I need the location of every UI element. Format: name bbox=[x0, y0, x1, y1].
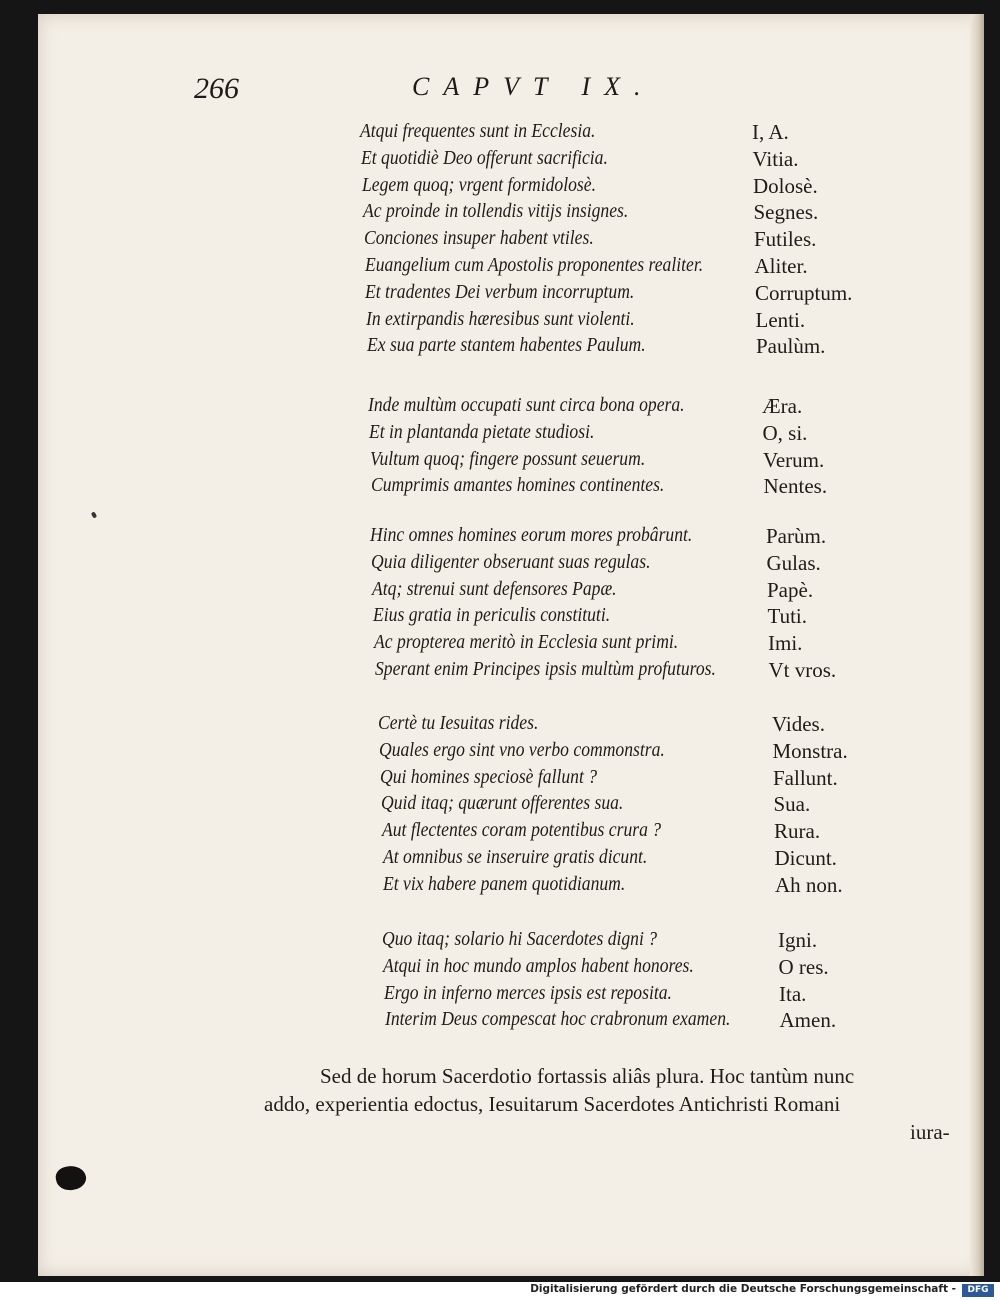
verse-row bbox=[0, 448, 946, 475]
verse-row bbox=[0, 982, 946, 1009]
echo-word: Vides. bbox=[772, 712, 825, 736]
verse-row bbox=[0, 739, 946, 766]
verse-row bbox=[0, 200, 946, 227]
verse-stanza bbox=[0, 928, 946, 1035]
verse-row bbox=[0, 120, 946, 147]
verse-line: Et quotidiè Deo offerunt sacrificia. bbox=[360, 146, 608, 169]
verse-stanza bbox=[0, 524, 946, 685]
verse-row bbox=[0, 658, 946, 685]
verse-row bbox=[0, 281, 946, 308]
echo-word: Ah non. bbox=[775, 872, 843, 897]
verse-line: Cumprimis amantes homines continentes. bbox=[370, 474, 665, 497]
verse-row bbox=[0, 819, 946, 846]
verse-row bbox=[0, 421, 946, 448]
verse-line: Atqui in hoc mundo amplos habent honores. bbox=[382, 954, 694, 977]
echo-word: Vitia. bbox=[752, 146, 799, 171]
echo-word: Sua. bbox=[773, 792, 811, 817]
verse-line: Aut flectentes coram potentibus crura ? bbox=[381, 819, 661, 842]
echo-word: Verum. bbox=[763, 447, 825, 472]
echo-word: Æra. bbox=[762, 394, 803, 418]
verse-line: Quo itaq; solario hi Sacerdotes digni ? bbox=[382, 928, 658, 950]
verse-line: Et tradentes Dei verbum incorruptum. bbox=[365, 280, 635, 303]
verse-row bbox=[0, 1008, 946, 1035]
verse-row bbox=[0, 631, 946, 658]
echo-word: Vt vros. bbox=[768, 657, 837, 682]
echo-word: I, A. bbox=[752, 120, 789, 144]
echo-word: O res. bbox=[778, 954, 829, 979]
verse-row bbox=[0, 524, 946, 551]
verse-line: Et vix habere panem quotidianum. bbox=[383, 872, 626, 895]
verse-line: Certè tu Iesuitas rides. bbox=[378, 712, 539, 734]
verse-line: Qui homines speciosè fallunt ? bbox=[379, 765, 597, 788]
verse-line: Euangelium cum Apostolis proponentes realiter. bbox=[364, 253, 703, 276]
echo-word: Futiles. bbox=[754, 227, 817, 252]
echo-word: Parùm. bbox=[766, 524, 827, 548]
verse-line: Ac propterea meritò in Ecclesia sunt primi. bbox=[373, 631, 678, 654]
page-header bbox=[194, 72, 694, 112]
digitization-footer bbox=[0, 1282, 1000, 1300]
verse-line: Conciones insuper habent vtiles. bbox=[363, 227, 594, 250]
dfg-logo: DFG bbox=[962, 1284, 994, 1297]
echo-word: Segnes. bbox=[753, 200, 819, 225]
verse-line: Inde multùm occupati sunt circa bona opera. bbox=[368, 394, 685, 416]
verse-line: Quales ergo sint vno verbo commonstra. bbox=[378, 738, 665, 761]
echo-word: O, si. bbox=[762, 420, 808, 445]
verse-row bbox=[0, 227, 946, 254]
verse-line: Quia diligenter obseruant suas regulas. bbox=[370, 550, 651, 573]
verse-row bbox=[0, 846, 946, 873]
echo-word: Monstra. bbox=[772, 738, 848, 763]
echo-word: Imi. bbox=[768, 631, 803, 656]
echo-word: Nentes. bbox=[763, 474, 828, 499]
echo-word: Papè. bbox=[767, 577, 814, 602]
verse-row bbox=[0, 604, 946, 631]
verse-stanza bbox=[0, 120, 946, 361]
verse-row bbox=[0, 394, 946, 421]
echo-word: Lenti. bbox=[755, 307, 806, 332]
verse-line: Et in plantanda pietate studiosi. bbox=[368, 420, 595, 443]
verse-row bbox=[0, 334, 946, 361]
verse-row bbox=[0, 174, 946, 201]
echo-word: Gulas. bbox=[766, 550, 821, 575]
echo-word: Dolosè. bbox=[753, 173, 818, 198]
verse-line: Interim Deus compescat hoc crabronum examen. bbox=[384, 1008, 731, 1031]
verse-line: At omnibus se inseruire gratis dicunt. bbox=[382, 845, 647, 868]
verse-line: Legem quoq; vrgent formidolosè. bbox=[361, 173, 596, 196]
echo-word: Igni. bbox=[778, 928, 818, 952]
echo-word: Amen. bbox=[779, 1008, 837, 1033]
verse-row bbox=[0, 955, 946, 982]
verse-row bbox=[0, 254, 946, 281]
verse-line: Ergo in inferno merces ipsis est reposita. bbox=[383, 981, 672, 1004]
verse-line: Ex sua parte stantem habentes Paulum. bbox=[367, 334, 646, 357]
verse-line: In extirpandis hæresibus sunt violenti. bbox=[366, 307, 636, 330]
page-fold bbox=[970, 14, 984, 1276]
prose-catchword: iura- bbox=[910, 1120, 950, 1144]
verse-line: Eius gratia in periculis constituti. bbox=[372, 604, 610, 627]
verse-row bbox=[0, 147, 946, 174]
running-head: CAPVT IX. bbox=[412, 72, 655, 101]
verse-row bbox=[0, 474, 946, 501]
verse-line: Atqui frequentes sunt in Ecclesia. bbox=[360, 120, 596, 142]
verse-stanza bbox=[0, 394, 946, 501]
echo-word: Paulùm. bbox=[756, 334, 826, 359]
prose-line: Sed de horum Sacerdotio fortassis aliâs plura. Hoc tantùm nunc bbox=[320, 1064, 855, 1088]
verse-row bbox=[0, 578, 946, 605]
verse-line: Sperant enim Principes ipsis multùm profuturos. bbox=[374, 657, 716, 680]
echo-word: Aliter. bbox=[754, 253, 808, 278]
verse-row bbox=[0, 766, 946, 793]
echo-word: Corruptum. bbox=[755, 280, 853, 305]
footer-credit: Digitalisierung gefördert durch die Deutsche Forschungsgemeinschaft - bbox=[530, 1283, 956, 1295]
verse-line: Vultum quoq; fingere possunt seuerum. bbox=[369, 447, 646, 470]
verse-line: Atq; strenui sunt defensores Papæ. bbox=[371, 577, 617, 600]
prose-line: addo, experientia edoctus, Iesuitarum Sacerdotes Antichristi Romani bbox=[264, 1092, 841, 1116]
verse-row bbox=[0, 792, 946, 819]
verse-line: Hinc omnes homines eorum mores probârunt. bbox=[370, 524, 693, 546]
verse-row bbox=[0, 712, 946, 739]
verse-row bbox=[0, 551, 946, 578]
page-number: 266 bbox=[194, 72, 239, 105]
echo-word: Tuti. bbox=[767, 604, 808, 629]
verse-line: Ac proinde in tollendis vitijs insignes. bbox=[362, 200, 628, 223]
verse-line: Quid itaq; quærunt offerentes sua. bbox=[380, 792, 624, 815]
echo-word: Dicunt. bbox=[774, 845, 837, 870]
echo-word: Rura. bbox=[774, 819, 821, 844]
verse-row bbox=[0, 308, 946, 335]
echo-word: Ita. bbox=[779, 981, 807, 1006]
verse-row bbox=[0, 928, 946, 955]
verse-row bbox=[0, 873, 946, 900]
echo-word: Fallunt. bbox=[773, 765, 838, 790]
verse-stanza bbox=[0, 712, 946, 900]
